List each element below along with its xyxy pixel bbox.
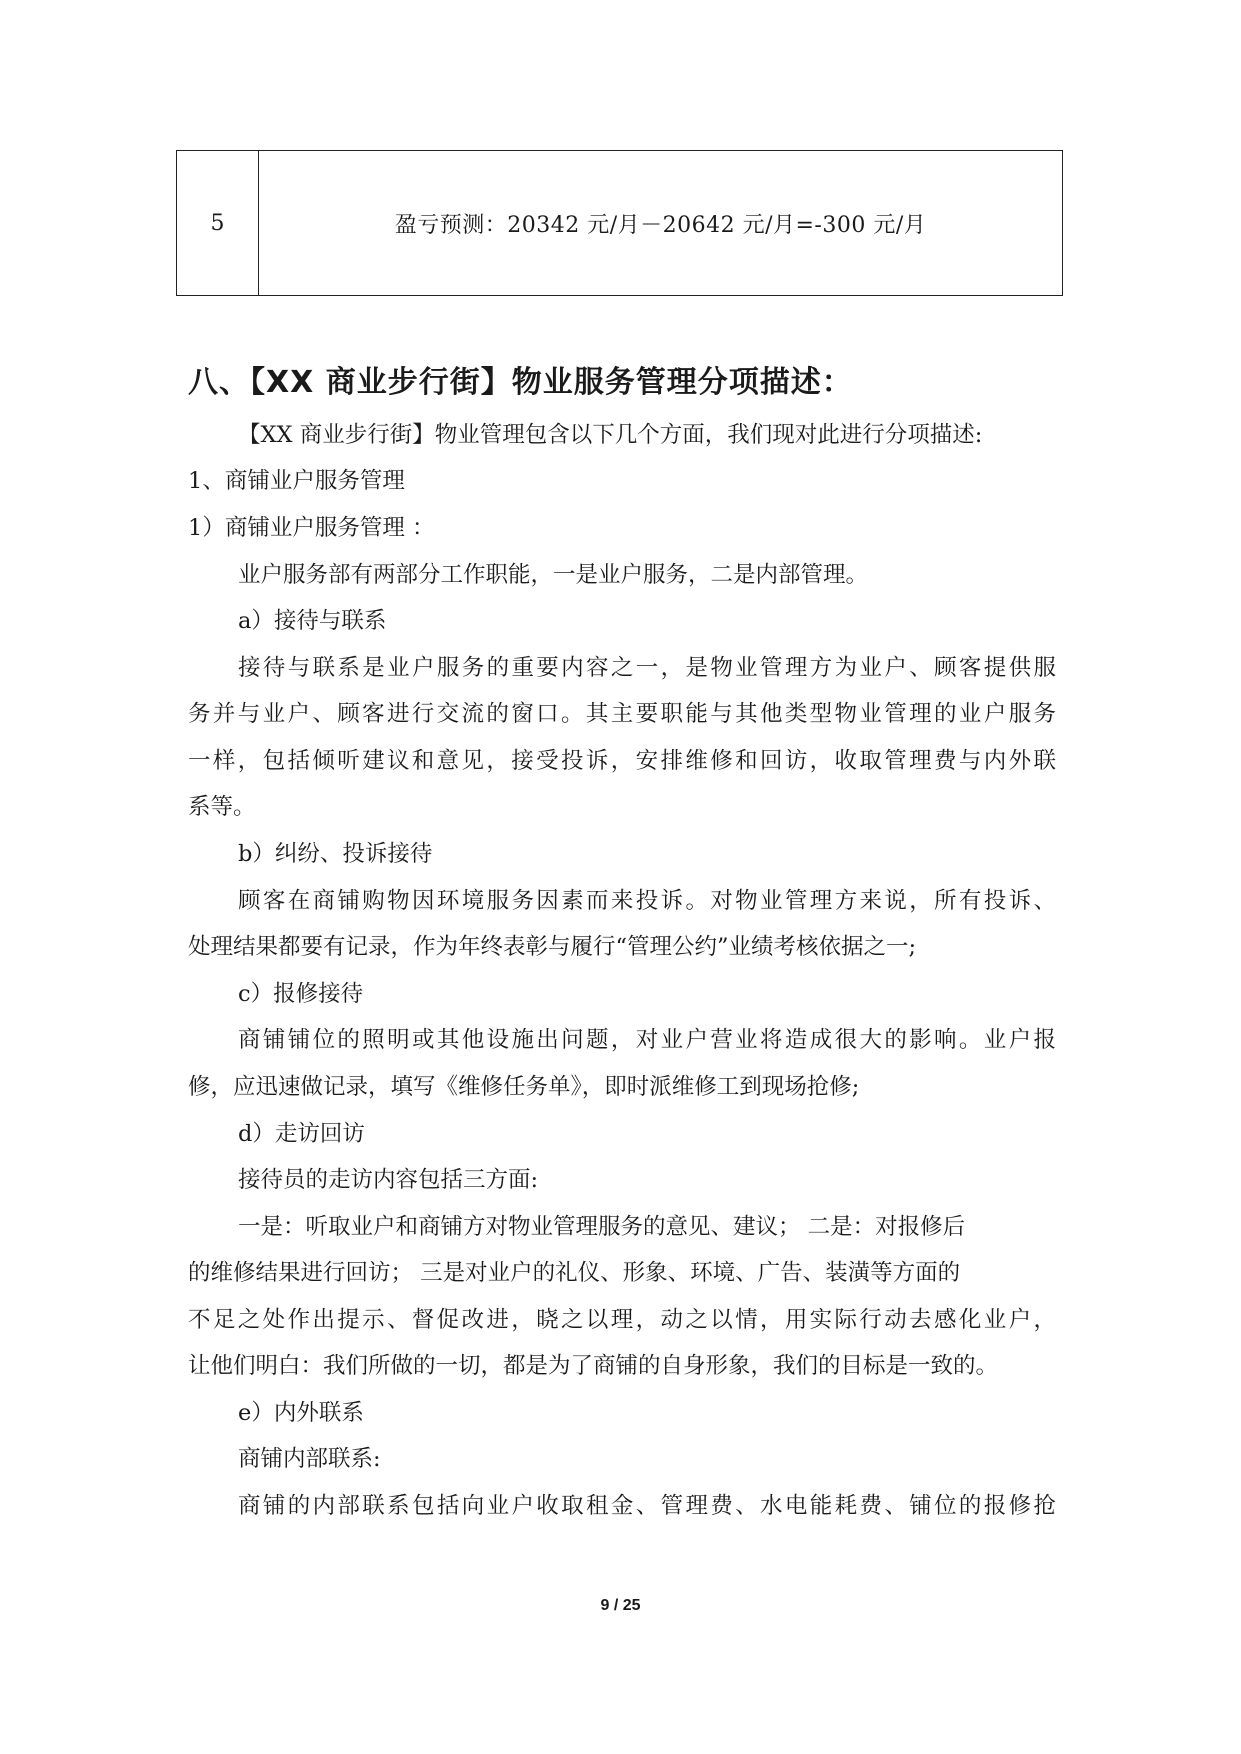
subsection-b-title: b）纠纷、投诉接待 <box>238 841 433 867</box>
subsection-a-line-4: 系等。 <box>188 794 256 820</box>
subsection-a-line-1: 接待与联系是业户服务的重要内容之一，是物业管理方为业户、顾客提供服 <box>238 655 1056 681</box>
subsection-d-line-1: 接待员的走访内容包括三方面: <box>238 1167 539 1193</box>
page-number: 9 / 25 <box>600 1597 641 1614</box>
section-heading: 八、【XX 商业步行街】物业服务管理分项描述： <box>188 365 853 400</box>
subsection-b-line-2: 处理结果都要有记录，作为年终表彰与履行“管理公约”业绩考核依据之一; <box>188 934 917 960</box>
functions-paragraph: 业户服务部有两部分工作职能，一是业户服务，二是内部管理。 <box>238 562 869 588</box>
subsection-c-title: c）报修接待 <box>238 981 364 1007</box>
subsection-c-line-1: 商铺铺位的照明或其他设施出问题，对业户营业将造成很大的影响。业户报 <box>238 1027 1056 1053</box>
section-intro: 【XX 商业步行街】物业管理包含以下几个方面，我们现对此进行分项描述: <box>238 422 983 448</box>
item1-title: 1、商铺业户服务管理 <box>188 468 405 494</box>
table-row-number: 5 <box>177 151 259 295</box>
subsection-a-title: a）接待与联系 <box>238 608 387 634</box>
subsection-c-line-2: 修，应迅速做记录，填写《维修任务单》，即时派维修工到现场抢修; <box>188 1074 860 1100</box>
subsection-a-line-3: 一样，包括倾听建议和意见，接受投诉，安排维修和回访，收取管理费与内外联 <box>188 748 1056 774</box>
item1-subtitle: 1）商铺业户服务管理 ： <box>188 515 435 541</box>
subsection-e-line-1: 商铺内部联系: <box>238 1446 381 1472</box>
subsection-d-line-3: 的维修结果进行回访； 三是对业户的礼仪、形象、环境、广告、装潢等方面的 <box>188 1260 961 1286</box>
subsection-d-title: d）走访回访 <box>238 1121 365 1147</box>
subsection-e-line-2: 商铺的内部联系包括向业户收取租金、管理费、水电能耗费、铺位的报修抢 <box>238 1493 1056 1519</box>
subsection-e-title: e）内外联系 <box>238 1400 364 1426</box>
subsection-d-line-2: 一是：听取业户和商铺方对物业管理服务的意见、建议； 二是：对报修后 <box>238 1214 966 1240</box>
subsection-a-line-2: 务并与业户、顾客进行交流的窗口。其主要职能与其他类型物业管理的业户服务 <box>188 701 1056 727</box>
subsection-d-line-5: 让他们明白：我们所做的一切，都是为了商铺的自身形象，我们的目标是一致的。 <box>188 1353 999 1379</box>
subsection-b-line-1: 顾客在商铺购物因环境服务因素而来投诉。对物业管理方来说，所有投诉、 <box>238 888 1056 914</box>
forecast-table <box>176 150 1063 296</box>
subsection-d-line-4: 不足之处作出提示、督促改进，晓之以理，动之以情，用实际行动去感化业户， <box>188 1307 1056 1333</box>
table-row-text: 盈亏预测：20342 元/月－20642 元/月=-300 元/月 <box>394 212 927 238</box>
